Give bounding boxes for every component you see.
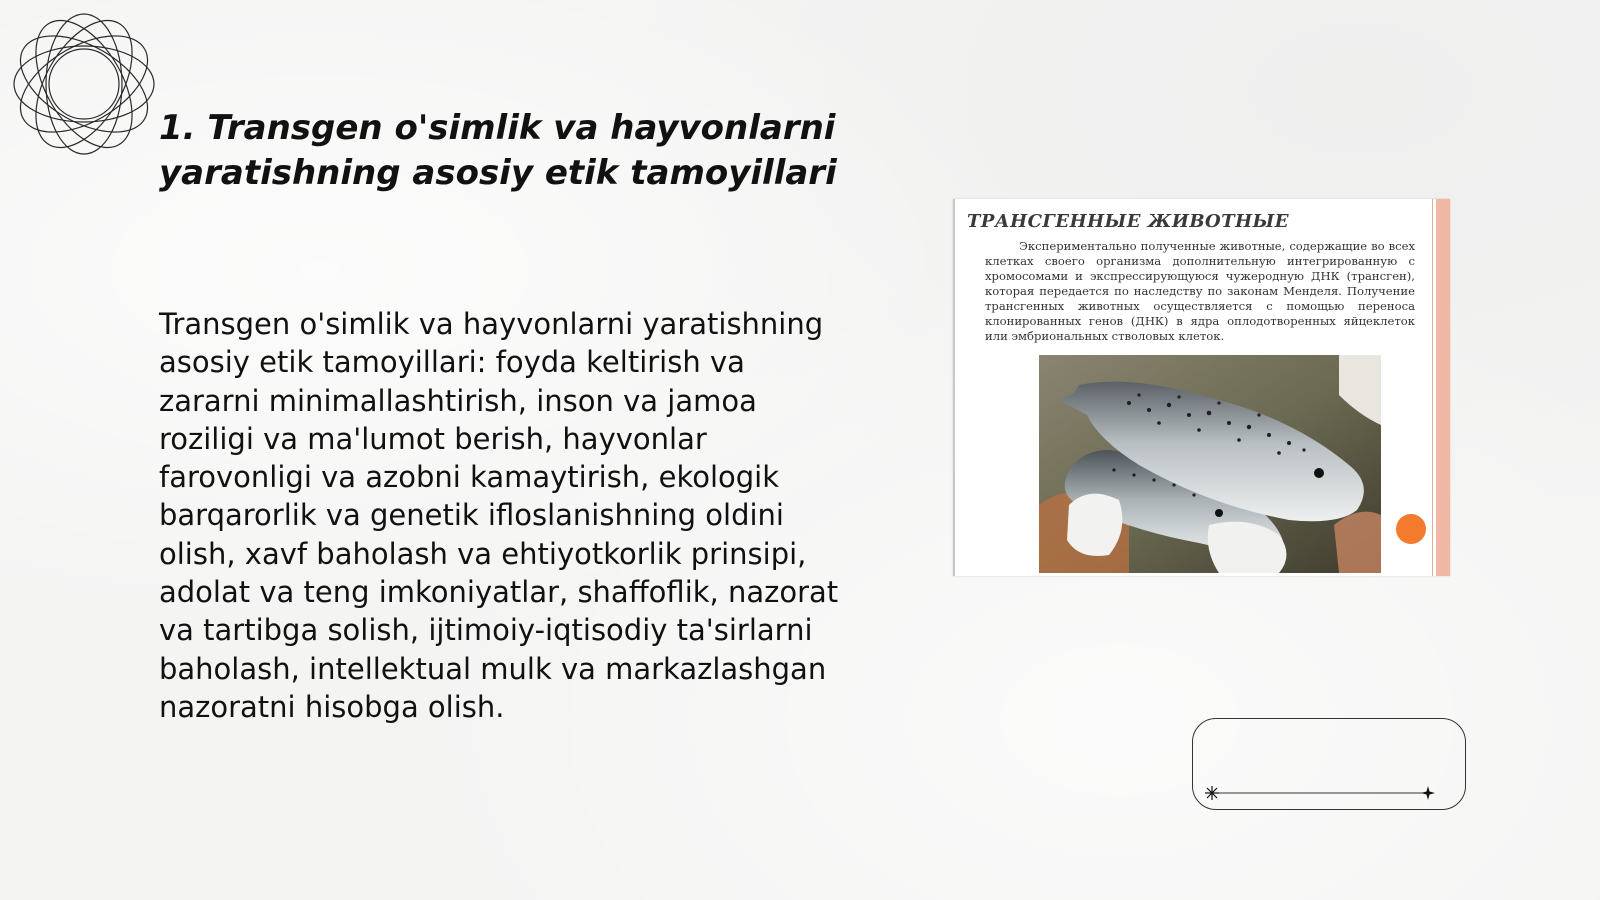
figure-accent-stripe: [1436, 199, 1450, 576]
circular-ornament-icon: [10, 10, 158, 158]
slide-body-text: Transgen o'simlik va hayvonlarni yaratishning asosiy etik tamoyillari: foyda keltirish va zararni minimallashtirish, inson va jamoa roziligi va ma'lumot berish, hayvonlar farovonligi va azobni kamaytirish, ekologik barqarorlik va genetik ifloslanishning oldini olish, xavf baholash va ehtiyotkorlik prinsipi, adolat va teng imkoniyatlar, shaffoflik, nazorat va tartibga solish, ijtimoiy-iqtisodiy ta'sirlarni baholash, intellektual mulk va markazlashgan nazoratni hisobga olish.: [159, 307, 839, 724]
slide-title: 1. Transgen o'simlik va hayvonlarni yaratishning asosiy etik tamoyillari: [159, 108, 837, 193]
sparkle-line-icon: [1204, 786, 1440, 800]
figure-heading: ТРАНСГЕННЫЕ ЖИВОТНЫЕ: [967, 211, 1289, 232]
figure-paragraph: Экспериментально полученные животные, содержащие во всех клетках своего организма дополнительную интегрированную с хромосомами и экспрессирующуюся чужеродную ДНК (трансген), которая передается по наследству по законам Менделя. Получение трансгенных животных осуществляется с помощью переноса клонированных генов (ДНК) в ядра оплодотворенных яйцеклеток или эмбриональных стволовых клеток.: [985, 239, 1415, 343]
orange-accent-dot: [1396, 514, 1426, 544]
figure-accent-line: [1432, 199, 1433, 576]
transgenic-animals-figure: [953, 199, 1450, 576]
salmon-photo-image: [1039, 355, 1381, 573]
figure-left-border: [953, 199, 955, 576]
